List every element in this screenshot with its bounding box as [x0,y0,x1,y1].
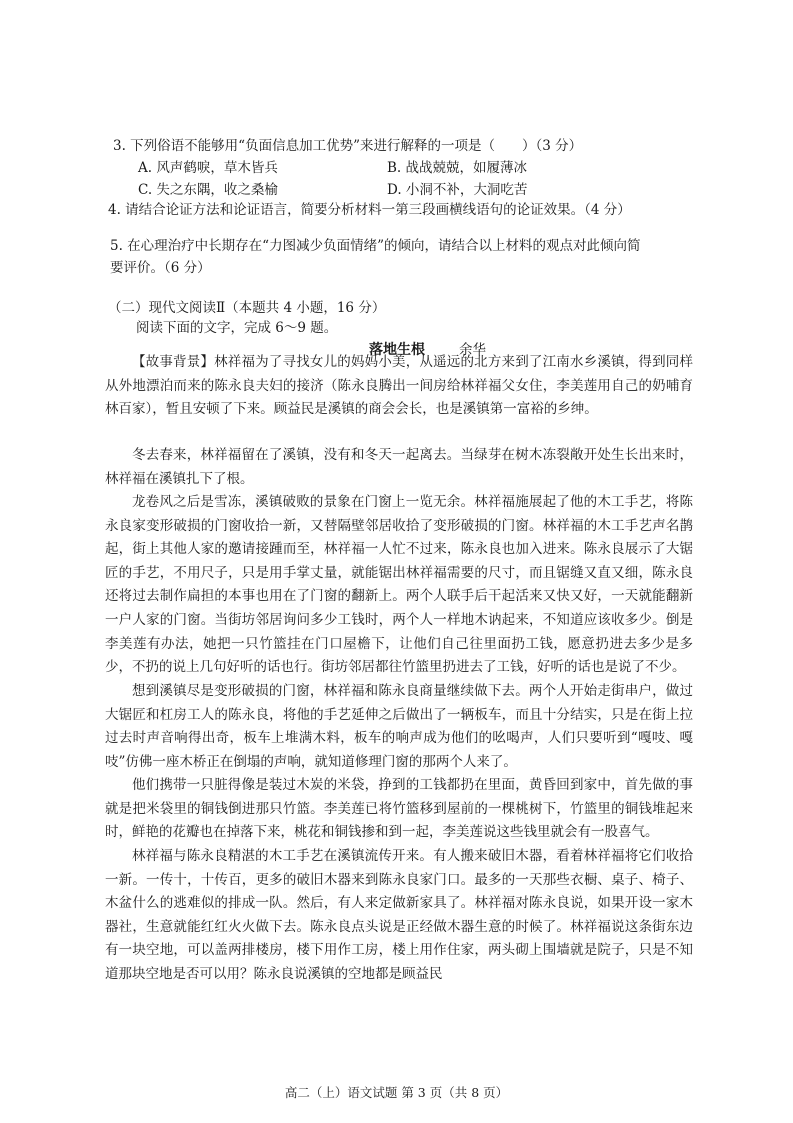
story-paragraph-1: 冬去春来，林祥福留在了溪镇，没有和冬天一起离去。当绿芽在树木冻裂敞开处生长出来时，林祥福在溪镇扎下了根。 [105,447,693,487]
section-instruction: 阅读下面的文字，完成 6～9 题。 [136,320,338,336]
story-paragraph-4: 他们携带一只脏得像是装过木炭的米袋，挣到的工钱都扔在里面，黄昏回到家中，首先做的事就是把米袋里的铜钱倒进那只竹篮。李美莲已将竹篮移到屋前的一棵桃树下，竹篮里的铜钱堆起来时，鲜艳的花瓣也在掉落下来，桃花和铜钱掺和到一起，李美莲说这些钱里就会有一股喜气。 [105,777,693,841]
section-heading: （二）现代文阅读Ⅱ（本题共 4 小题，16 分） [108,300,386,316]
q3-option-d: D. 小洞不补，大洞吃苦 [387,182,528,198]
question-3: 3. 下列俗语不能够用“负面信息加工优势”来进行解释的一项是（ ）（3 分） [113,138,583,154]
story-paragraph-2: 龙卷风之后是雪冻，溪镇破败的景象在门窗上一览无余。林祥福施展起了他的木工手艺，将陈永良家变形破损的门窗收拾一新，又替隔壁邻居收拾了变形破损的门窗。林祥福的木工手艺声名鹊起，街上其他人家的邀请接踵而至，林祥福一人忙不过来，陈永良也加入进来。陈永良展示了大锯匠的手艺，不用尺子，只是用手掌丈量，就能锯出林祥福需要的尺寸，而且锯缝又直又细，陈永良还将过去制作扁担的本事也用在了门窗的翻新上。两个人联手后干起活来又快又好，一天就能翻新一户人家的门窗。当街坊邻居询问多少工钱时，两个人一样地木讷起来，不知道应该收多少。倒是李美莲有办法，她把一只竹篮挂在门口屋檐下，让他们自己往里面扔工钱，愿意扔进去多少是多少，不扔的说上几句好听的话也行。街坊邻居都往竹篮里扔进去了工钱，好听的话也是说了不少。 [105,494,693,676]
question-4: 4. 请结合论证方法和论证语言，简要分析材料一第三段画横线语句的论证效果。（4 分） [108,202,631,218]
q3-option-c: C. 失之东隅，收之桑榆 [138,182,278,198]
story-paragraph-5: 林祥福与陈永良精湛的木工手艺在溪镇流传开来。有人搬来破旧木器，看着林祥福将它们收拾一新。一传十，十传百，更多的破旧木器来到陈永良家门口。最多的一天那些衣橱、桌子、椅子、木盆什么的逃难似的排成一队。然后，有人来定做新家具了。林祥福对陈永良说，如果开设一家木器社，生意就能红红火火做下去。陈永良点头说是正经做木器生意的时候了。林祥福说这条街东边有一块空地，可以盖两排楼房，楼下用作工房，楼上用作住家，两头砌上围墙就是院子，只是不知道那块空地是否可以用？陈永良说溪镇的空地都是顾益民 [105,848,693,982]
story-author: 余华 [459,342,486,358]
q3-option-a: A. 风声鹤唳，草木皆兵 [138,160,278,176]
question-5-line-1: 5. 在心理治疗中长期存在“力图减少负面情绪”的倾向，请结合以上材料的观点对此倾向简 [110,238,641,254]
q3-option-b: B. 战战兢兢，如履薄冰 [387,160,528,176]
story-background: 【故事背景】林祥福为了寻找女儿的妈妈小美，从遥远的北方来到了江南水乡溪镇，得到同样从外地漂泊而来的陈永良夫妇的接济（陈永良腾出一间房给林祥福父女住，李美莲用自己的奶哺育林百家），暂且安顿了下来。顾益民是溪镇的商会会长，也是溪镇第一富裕的乡绅。 [105,354,693,417]
question-5-line-2: 要评价。（6 分） [110,260,211,276]
story-paragraph-3: 想到溪镇尽是变形破损的门窗，林祥福和陈永良商量继续做下去。两个人开始走街串户，做过大锯匠和杠房工人的陈永良，将他的手艺延伸之后做出了一辆板车，而且十分结实，只是在街上拉过去时声音响得出奇，板车上堆满木料，板车的响声成为他们的吆喝声，人们只要听到“嘎吱、嘎吱”仿佛一座木桥正在倒塌的声响，就知道修理门窗的那两个人来了。 [105,683,693,770]
story-title: 落地生根 [369,342,425,358]
page-footer: 高二（上）语文试题 第 3 页（共 8 页） [284,1085,509,1100]
